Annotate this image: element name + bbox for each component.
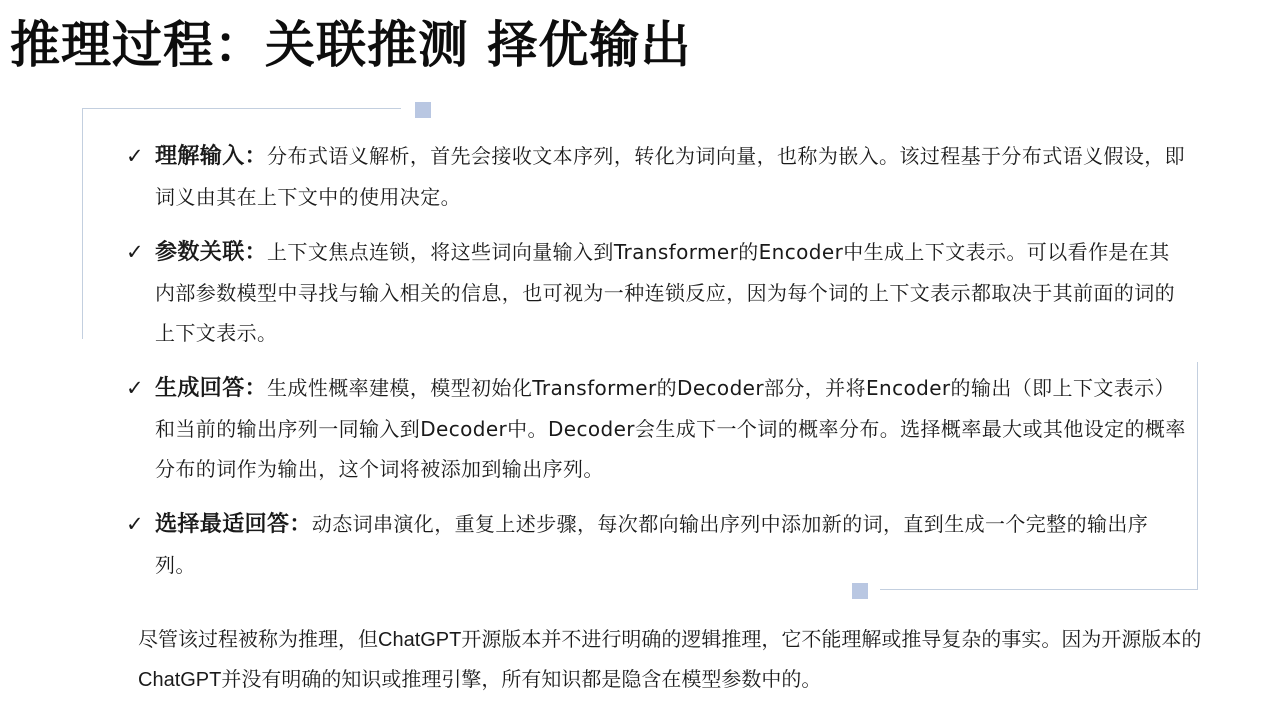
item-text xyxy=(155,368,1186,489)
list-item xyxy=(126,504,1186,585)
item-description: 动态词串演化，重复上述步骤，每次都向输出序列中添加新的词，直到生成一个完整的输出序列。 xyxy=(155,512,1149,577)
item-label: 选择最适回答： xyxy=(155,512,312,537)
item-description: 上下文焦点连锁，将这些词向量输入到Transformer的Encoder中生成上下文表示。可以看作是在其内部参数模型中寻找与输入相关的信息，也可视为一种连锁反应，因为每个词的上下文表示都取决于其前面的词的上下文表示。 xyxy=(155,240,1175,345)
checkmark-icon: ✓ xyxy=(126,240,144,264)
checkmark-icon: ✓ xyxy=(126,144,144,168)
item-description: 分布式语义解析，首先会接收文本序列，转化为词向量，也称为嵌入。该过程基于分布式语义假设，即词义由其在上下文中的使用决定。 xyxy=(155,144,1186,209)
decorative-square-top xyxy=(415,102,431,118)
item-text xyxy=(155,504,1186,585)
item-text xyxy=(155,136,1186,217)
footer-note: 尽管该过程被称为推理，但ChatGPT开源版本并不进行明确的逻辑推理，它不能理解或推导复杂的事实。因为开源版本的ChatGPT并没有明确的知识或推理引擎，所有知识都是隐含在模型参数中的。 xyxy=(138,629,1202,691)
item-text xyxy=(155,232,1186,353)
step-list xyxy=(126,136,1186,600)
list-item xyxy=(126,136,1186,217)
checkmark-icon: ✓ xyxy=(126,512,144,536)
checkmark-icon: ✓ xyxy=(126,376,144,400)
item-label: 理解输入： xyxy=(155,144,268,169)
list-item xyxy=(126,368,1186,489)
item-label: 参数关联： xyxy=(155,240,268,265)
list-item xyxy=(126,232,1186,353)
item-description: 生成性概率建模，模型初始化Transformer的Decoder部分，并将Encoder的输出（即上下文表示）和当前的输出序列一同输入到Decoder中。Decoder会生成下一个词的概率分布。选择概率最大或其他设定的概率分布的词作为输出，这个词将被添加到输出序列。 xyxy=(155,376,1186,481)
page-title: 推理过程：关联推测 择优输出 xyxy=(10,16,692,74)
item-label: 生成回答： xyxy=(155,376,268,401)
